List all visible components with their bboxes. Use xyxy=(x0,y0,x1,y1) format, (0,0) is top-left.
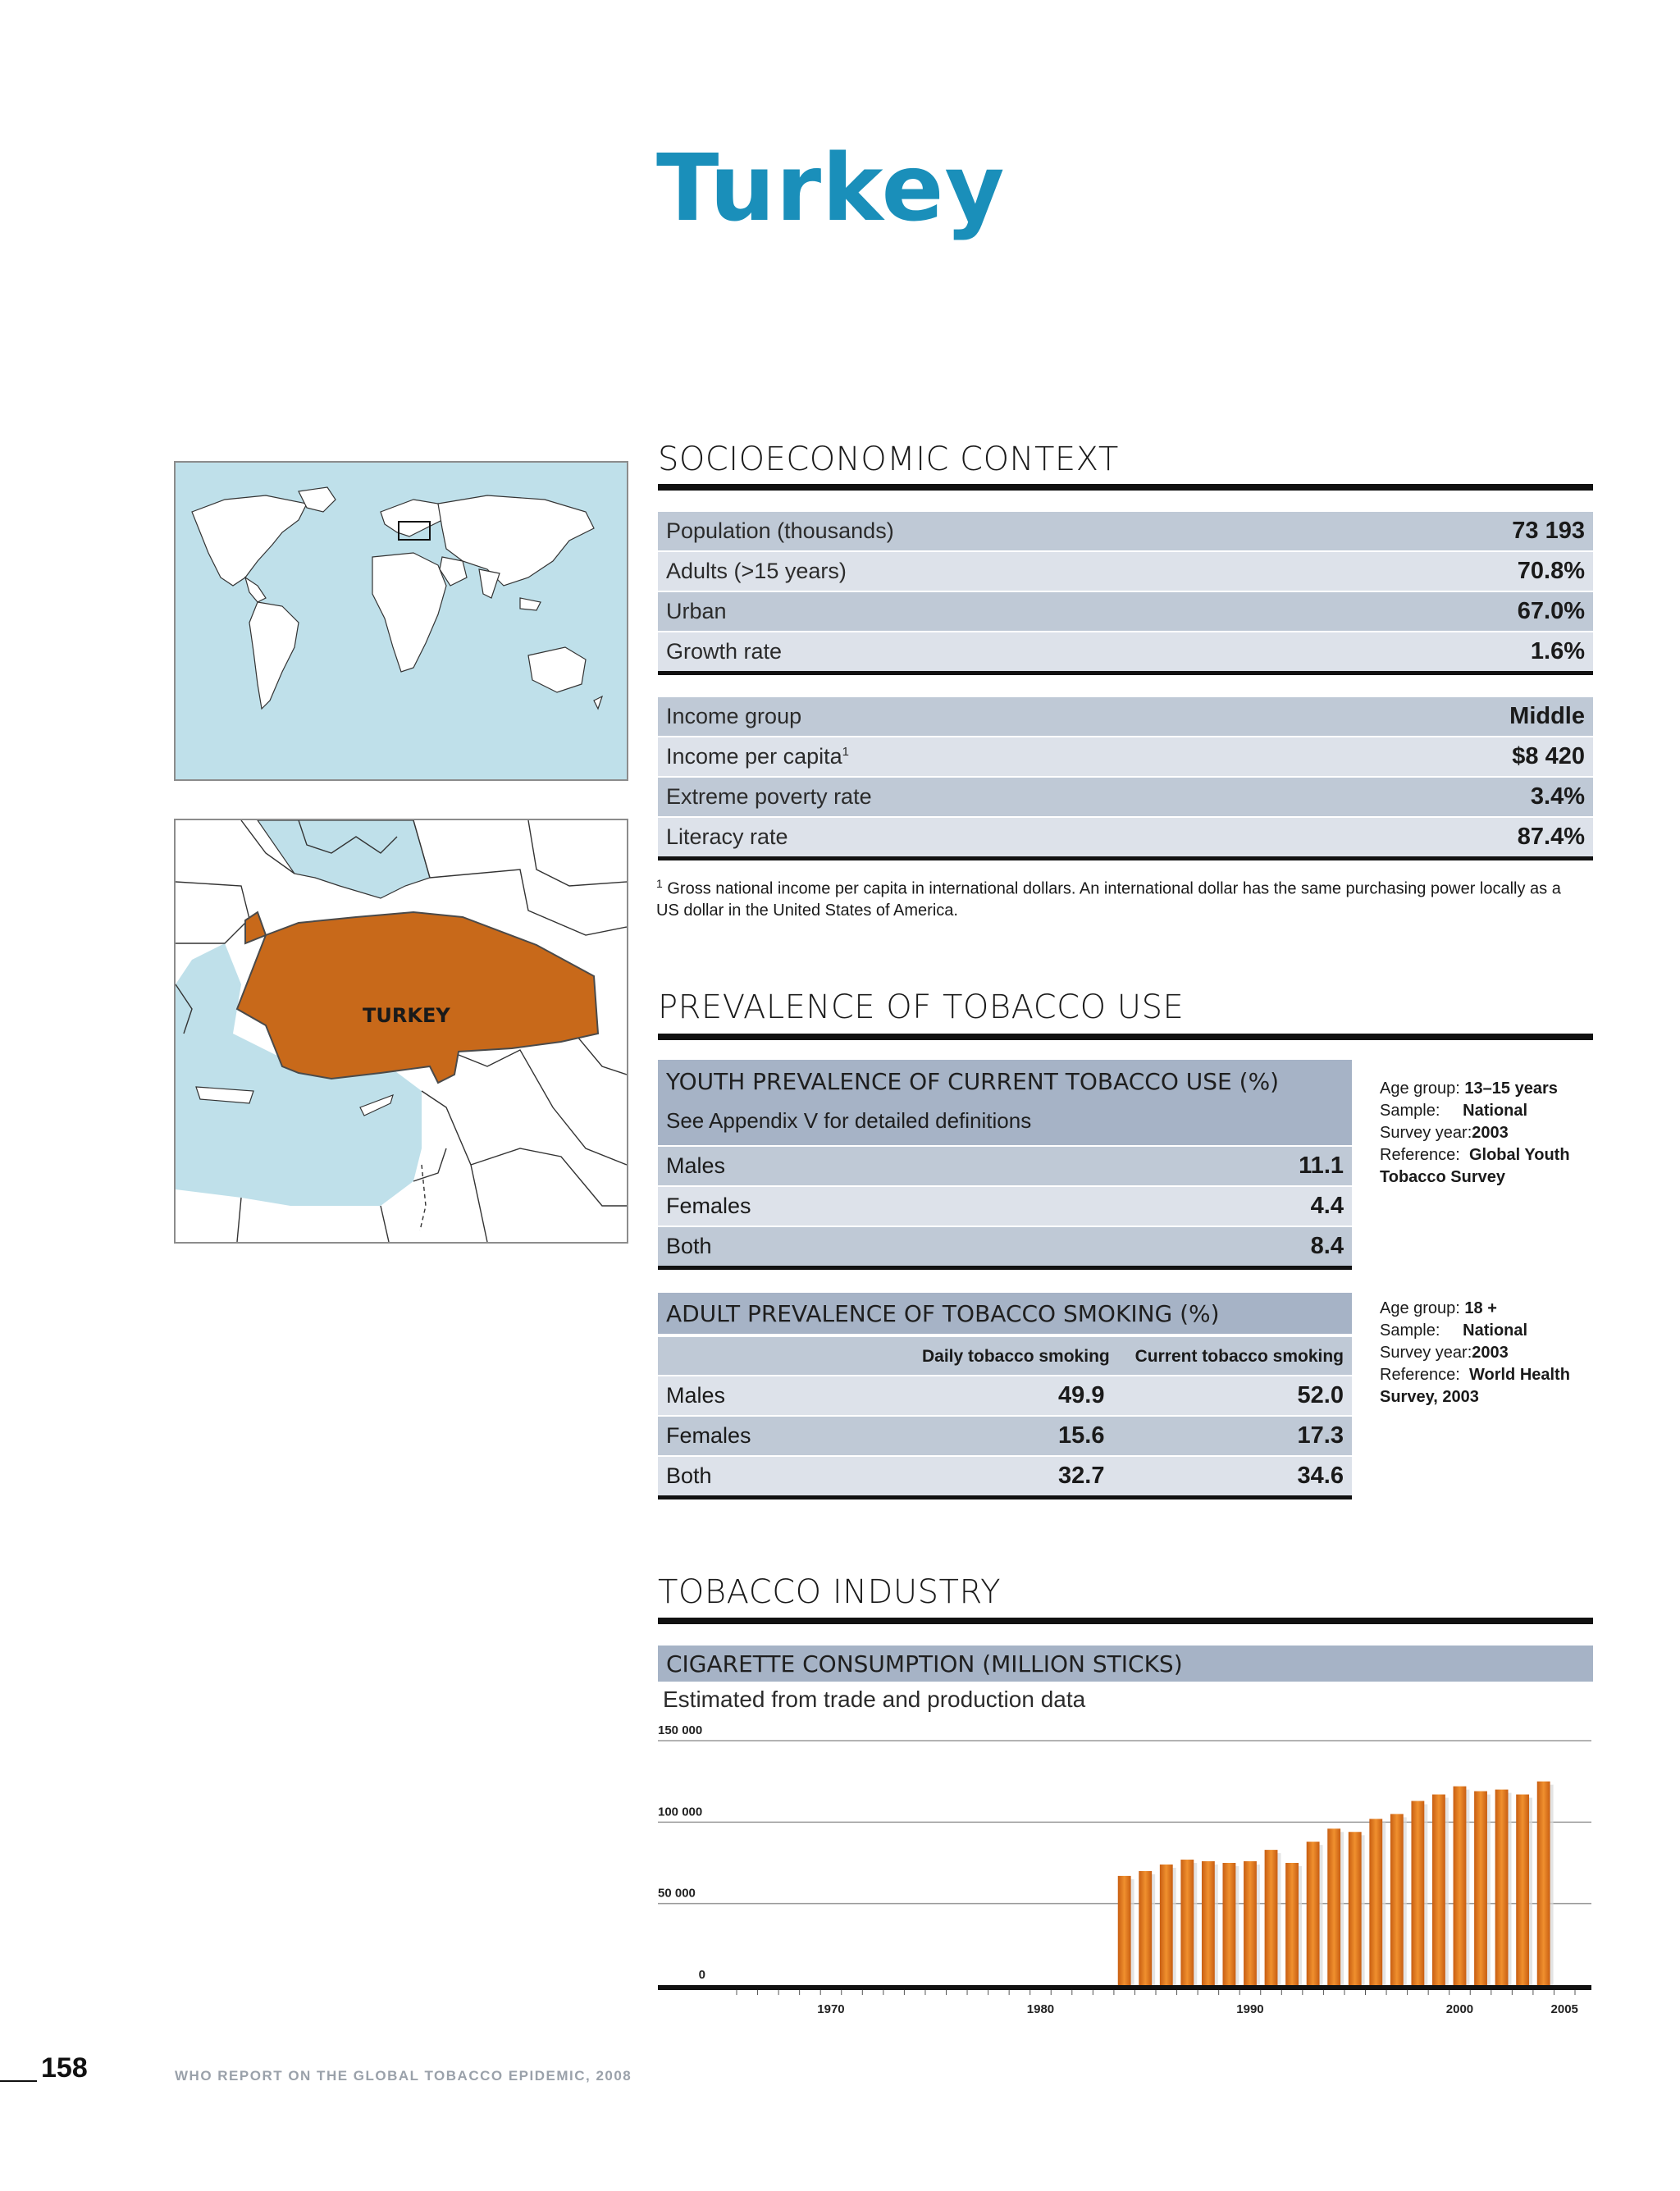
row-value: 3.4% xyxy=(1530,783,1585,810)
bar xyxy=(1390,1814,1404,1985)
col-header-daily: Daily tobacco smoking xyxy=(922,1347,1110,1366)
table-row xyxy=(658,1376,1352,1415)
meta-value: National xyxy=(1463,1102,1528,1120)
table-bottom-rule xyxy=(658,1495,1352,1499)
table-row xyxy=(658,697,1593,736)
bar xyxy=(1223,1863,1236,1985)
table-row xyxy=(658,1187,1352,1226)
table-bottom-rule xyxy=(658,671,1593,675)
bar xyxy=(1202,1861,1215,1985)
meta-label: Survey year: xyxy=(1380,1124,1472,1142)
consumption-chart xyxy=(648,1714,1600,2018)
meta-label: Sample: xyxy=(1380,1321,1440,1340)
page-number: 158 xyxy=(41,2052,88,2084)
world-map xyxy=(174,461,628,781)
row-value: 11.1 xyxy=(1299,1153,1344,1179)
map-region-label: TURKEY xyxy=(363,1004,450,1027)
table-row xyxy=(658,1227,1352,1266)
x-tick-label: 1980 xyxy=(1026,2002,1055,2016)
row-label: Population (thousands) xyxy=(666,518,894,543)
bar xyxy=(1265,1850,1278,1985)
adult-survey-meta xyxy=(1380,1298,1601,1408)
bar xyxy=(1537,1782,1550,1985)
section-rule xyxy=(658,1034,1593,1040)
row-value: 1.6% xyxy=(1530,638,1585,664)
section-rule xyxy=(658,1618,1593,1624)
bar xyxy=(1244,1861,1257,1985)
row-value-daily: 32.7 xyxy=(1058,1463,1105,1489)
bar xyxy=(1349,1832,1362,1985)
meta-value: Global Youth Tobacco Survey xyxy=(1380,1146,1570,1186)
bar xyxy=(1118,1876,1131,1985)
meta-value: World Health Survey, 2003 xyxy=(1380,1366,1570,1406)
regional-map-graphic xyxy=(176,820,627,1242)
table-row xyxy=(658,1147,1352,1185)
youth-table-subtitle: See Appendix V for detailed definitions xyxy=(666,1108,1032,1133)
chart-subtitle: Estimated from trade and production data xyxy=(663,1687,1086,1712)
meta-label: Survey year: xyxy=(1380,1344,1472,1362)
row-label: Adults (>15 years) xyxy=(666,559,847,583)
row-label: Both xyxy=(666,1234,712,1258)
table-row xyxy=(658,632,1593,671)
row-label: Literacy rate xyxy=(666,824,788,849)
meta-label: Age group: xyxy=(1380,1080,1460,1098)
y-tick-label: 100 000 xyxy=(658,1805,703,1819)
row-label: Urban xyxy=(666,599,727,623)
row-label: Both xyxy=(666,1463,712,1488)
footnote-marker: 1 xyxy=(842,745,849,759)
x-tick-label: 1990 xyxy=(1236,2002,1264,2016)
footnote-text: Gross national income per capita in international dollars. An international dollar has the same purchasing power locally as a US dollar in the United States of America. xyxy=(656,879,1561,920)
bar xyxy=(1139,1871,1152,1985)
world-map-graphic xyxy=(176,463,627,779)
meta-label: Sample: xyxy=(1380,1102,1440,1120)
adult-table-header xyxy=(658,1293,1352,1334)
x-tick-label: 1970 xyxy=(817,2002,845,2016)
bar xyxy=(1160,1865,1173,1985)
table-row xyxy=(658,552,1593,591)
row-value-daily: 15.6 xyxy=(1058,1422,1105,1449)
chart-title: CIGARETTE CONSUMPTION (MILLION STICKS) xyxy=(658,1646,1593,1682)
running-title: WHO REPORT ON THE GLOBAL TOBACCO EPIDEMIC, 2008 xyxy=(175,2068,632,2084)
row-label: Extreme poverty rate xyxy=(666,784,872,809)
footnote xyxy=(656,873,1575,921)
row-label: Females xyxy=(666,1423,751,1448)
bar xyxy=(1516,1795,1529,1985)
bar xyxy=(1285,1863,1299,1985)
row-value: 4.4 xyxy=(1310,1193,1344,1219)
y-tick-label: 50 000 xyxy=(658,1886,696,1901)
table-bottom-rule xyxy=(658,1266,1352,1270)
footnote-number: 1 xyxy=(656,877,663,890)
table-row xyxy=(658,1457,1352,1495)
x-tick-label: 2000 xyxy=(1445,2002,1474,2016)
row-label: Males xyxy=(666,1383,726,1408)
youth-survey-meta xyxy=(1380,1078,1601,1189)
adult-table-title: ADULT PREVALENCE OF TOBACCO SMOKING (%) xyxy=(666,1299,1220,1327)
meta-value: National xyxy=(1463,1321,1528,1340)
row-value-current: 52.0 xyxy=(1297,1382,1344,1408)
bar xyxy=(1327,1828,1340,1985)
section-rule xyxy=(658,484,1593,491)
row-label: Females xyxy=(666,1194,751,1218)
col-header-current: Current tobacco smoking xyxy=(1134,1347,1344,1366)
meta-label: Reference: xyxy=(1380,1366,1460,1384)
y-tick-label: 0 xyxy=(698,1968,705,1982)
y-tick-label: 150 000 xyxy=(658,1723,703,1737)
bar xyxy=(1369,1819,1382,1985)
industry-title: TOBACCO INDUSTRY xyxy=(658,1573,1002,1611)
bar xyxy=(1307,1842,1320,1985)
meta-value: 2003 xyxy=(1472,1124,1509,1142)
row-label xyxy=(666,744,849,769)
adult-col-headers xyxy=(658,1337,1352,1375)
meta-value: 13–15 years xyxy=(1464,1080,1558,1098)
row-value: 67.0% xyxy=(1517,598,1585,624)
row-value-daily: 49.9 xyxy=(1058,1382,1105,1408)
bar xyxy=(1432,1795,1445,1985)
row-label: Males xyxy=(666,1153,726,1178)
row-value-current: 34.6 xyxy=(1297,1463,1344,1489)
country-title: Turkey xyxy=(656,135,1006,242)
table-bottom-rule xyxy=(658,856,1593,860)
table-row xyxy=(658,512,1593,550)
table-row xyxy=(658,1417,1352,1455)
x-tick-label: 2005 xyxy=(1550,2002,1578,2016)
turkey-shape xyxy=(237,912,598,1083)
table-row xyxy=(658,778,1593,816)
row-value-current: 17.3 xyxy=(1297,1422,1344,1449)
page-number-rule xyxy=(0,2080,37,2082)
bar xyxy=(1411,1801,1424,1985)
bar xyxy=(1495,1790,1509,1985)
row-label-text: Income per capita xyxy=(666,744,842,769)
table-row xyxy=(658,737,1593,776)
table-row xyxy=(658,818,1593,856)
youth-table-header xyxy=(658,1060,1352,1145)
table-row xyxy=(658,592,1593,631)
row-value: Middle xyxy=(1509,703,1585,729)
bar xyxy=(1454,1787,1467,1985)
bar xyxy=(1180,1860,1194,1985)
meta-label: Age group: xyxy=(1380,1299,1460,1317)
regional-map xyxy=(174,819,628,1244)
row-value: 70.8% xyxy=(1517,558,1585,584)
row-value: 87.4% xyxy=(1517,824,1585,850)
row-value: $8 420 xyxy=(1512,743,1585,769)
meta-value: 2003 xyxy=(1472,1344,1509,1362)
socioeconomic-title: SOCIOECONOMIC CONTEXT xyxy=(658,440,1119,478)
row-value: 73 193 xyxy=(1512,518,1585,544)
row-value: 8.4 xyxy=(1310,1233,1344,1259)
bar xyxy=(1474,1792,1487,1985)
prevalence-title: PREVALENCE OF TOBACCO USE xyxy=(658,988,1185,1026)
youth-table-title: YOUTH PREVALENCE OF CURRENT TOBACCO USE (%) xyxy=(666,1068,1280,1095)
row-label: Income group xyxy=(666,704,802,728)
meta-label: Reference: xyxy=(1380,1146,1460,1164)
meta-value: 18 + xyxy=(1464,1299,1497,1317)
row-label: Growth rate xyxy=(666,639,783,664)
